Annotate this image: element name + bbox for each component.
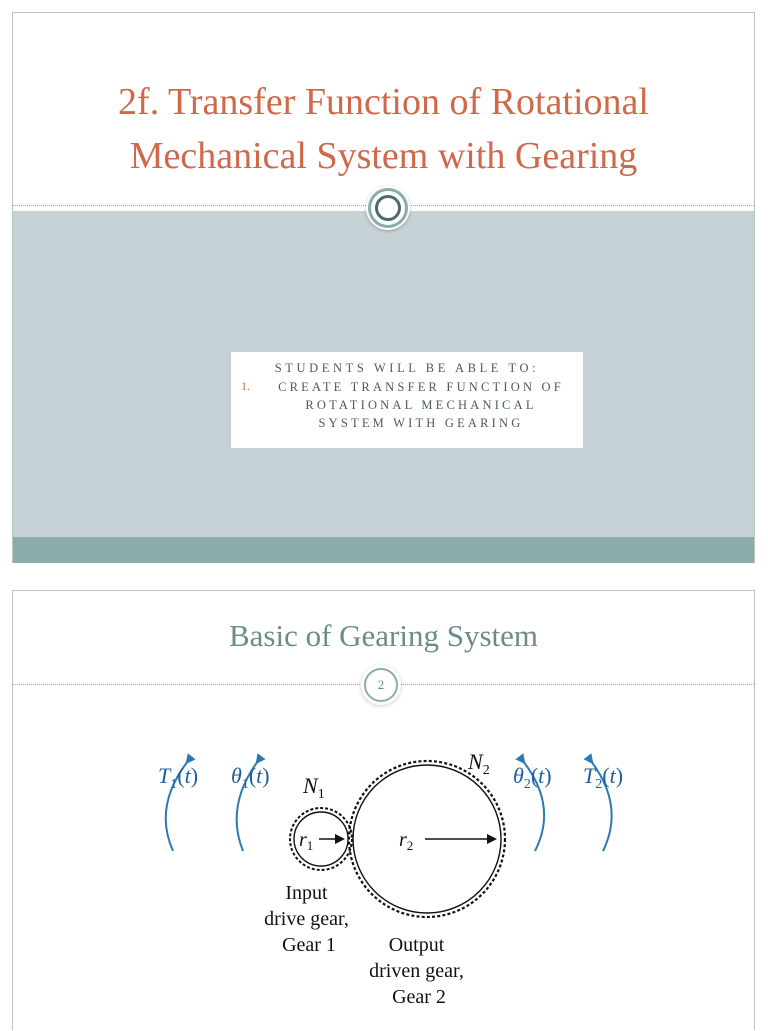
slide-1-title (13, 75, 754, 183)
slide-1-title-line-2: Mechanical System with Gearing (129, 135, 638, 177)
objective-number: 1. (241, 379, 250, 393)
input-gear-label: Input drive gear, Gear 1 (264, 882, 349, 956)
output-gear-label: Output driven gear, Gear 2 (369, 934, 464, 1008)
angle-1-label: $\theta_1(t)$ (231, 763, 270, 792)
teeth-1-label: $N_1$ (303, 773, 325, 802)
torque-1-label: $T_1(t)$ (158, 763, 199, 792)
slide-2 (12, 590, 755, 1030)
radius-2-label: $r_2$ (399, 829, 414, 853)
objective-item (231, 378, 583, 432)
objectives-box (231, 352, 583, 448)
slide-1-title-line-1: 2f. Transfer Function of Rotational (118, 81, 649, 123)
angle-2-label: $\theta_2(t)$ (513, 763, 552, 792)
slide-number-badge: 2 (364, 668, 398, 702)
slide-2-title: Basic of Gearing System (228, 618, 539, 653)
ring-ornament-icon (368, 188, 408, 228)
objectives-heading: STUDENTS WILL BE ABLE TO: (274, 361, 540, 375)
gearing-diagram (13, 731, 754, 1031)
footer-bar (13, 537, 754, 563)
slide-1 (12, 12, 755, 563)
radius-1-label: $r_1$ (299, 829, 314, 853)
torque-2-label: $T_2(t)$ (583, 763, 624, 792)
teeth-2-label: $N_2$ (468, 749, 490, 778)
objective-text: CREATE TRANSFER FUNCTION OF ROTATIONAL MECHANICAL SYSTEM WITH GEARING (278, 380, 564, 430)
